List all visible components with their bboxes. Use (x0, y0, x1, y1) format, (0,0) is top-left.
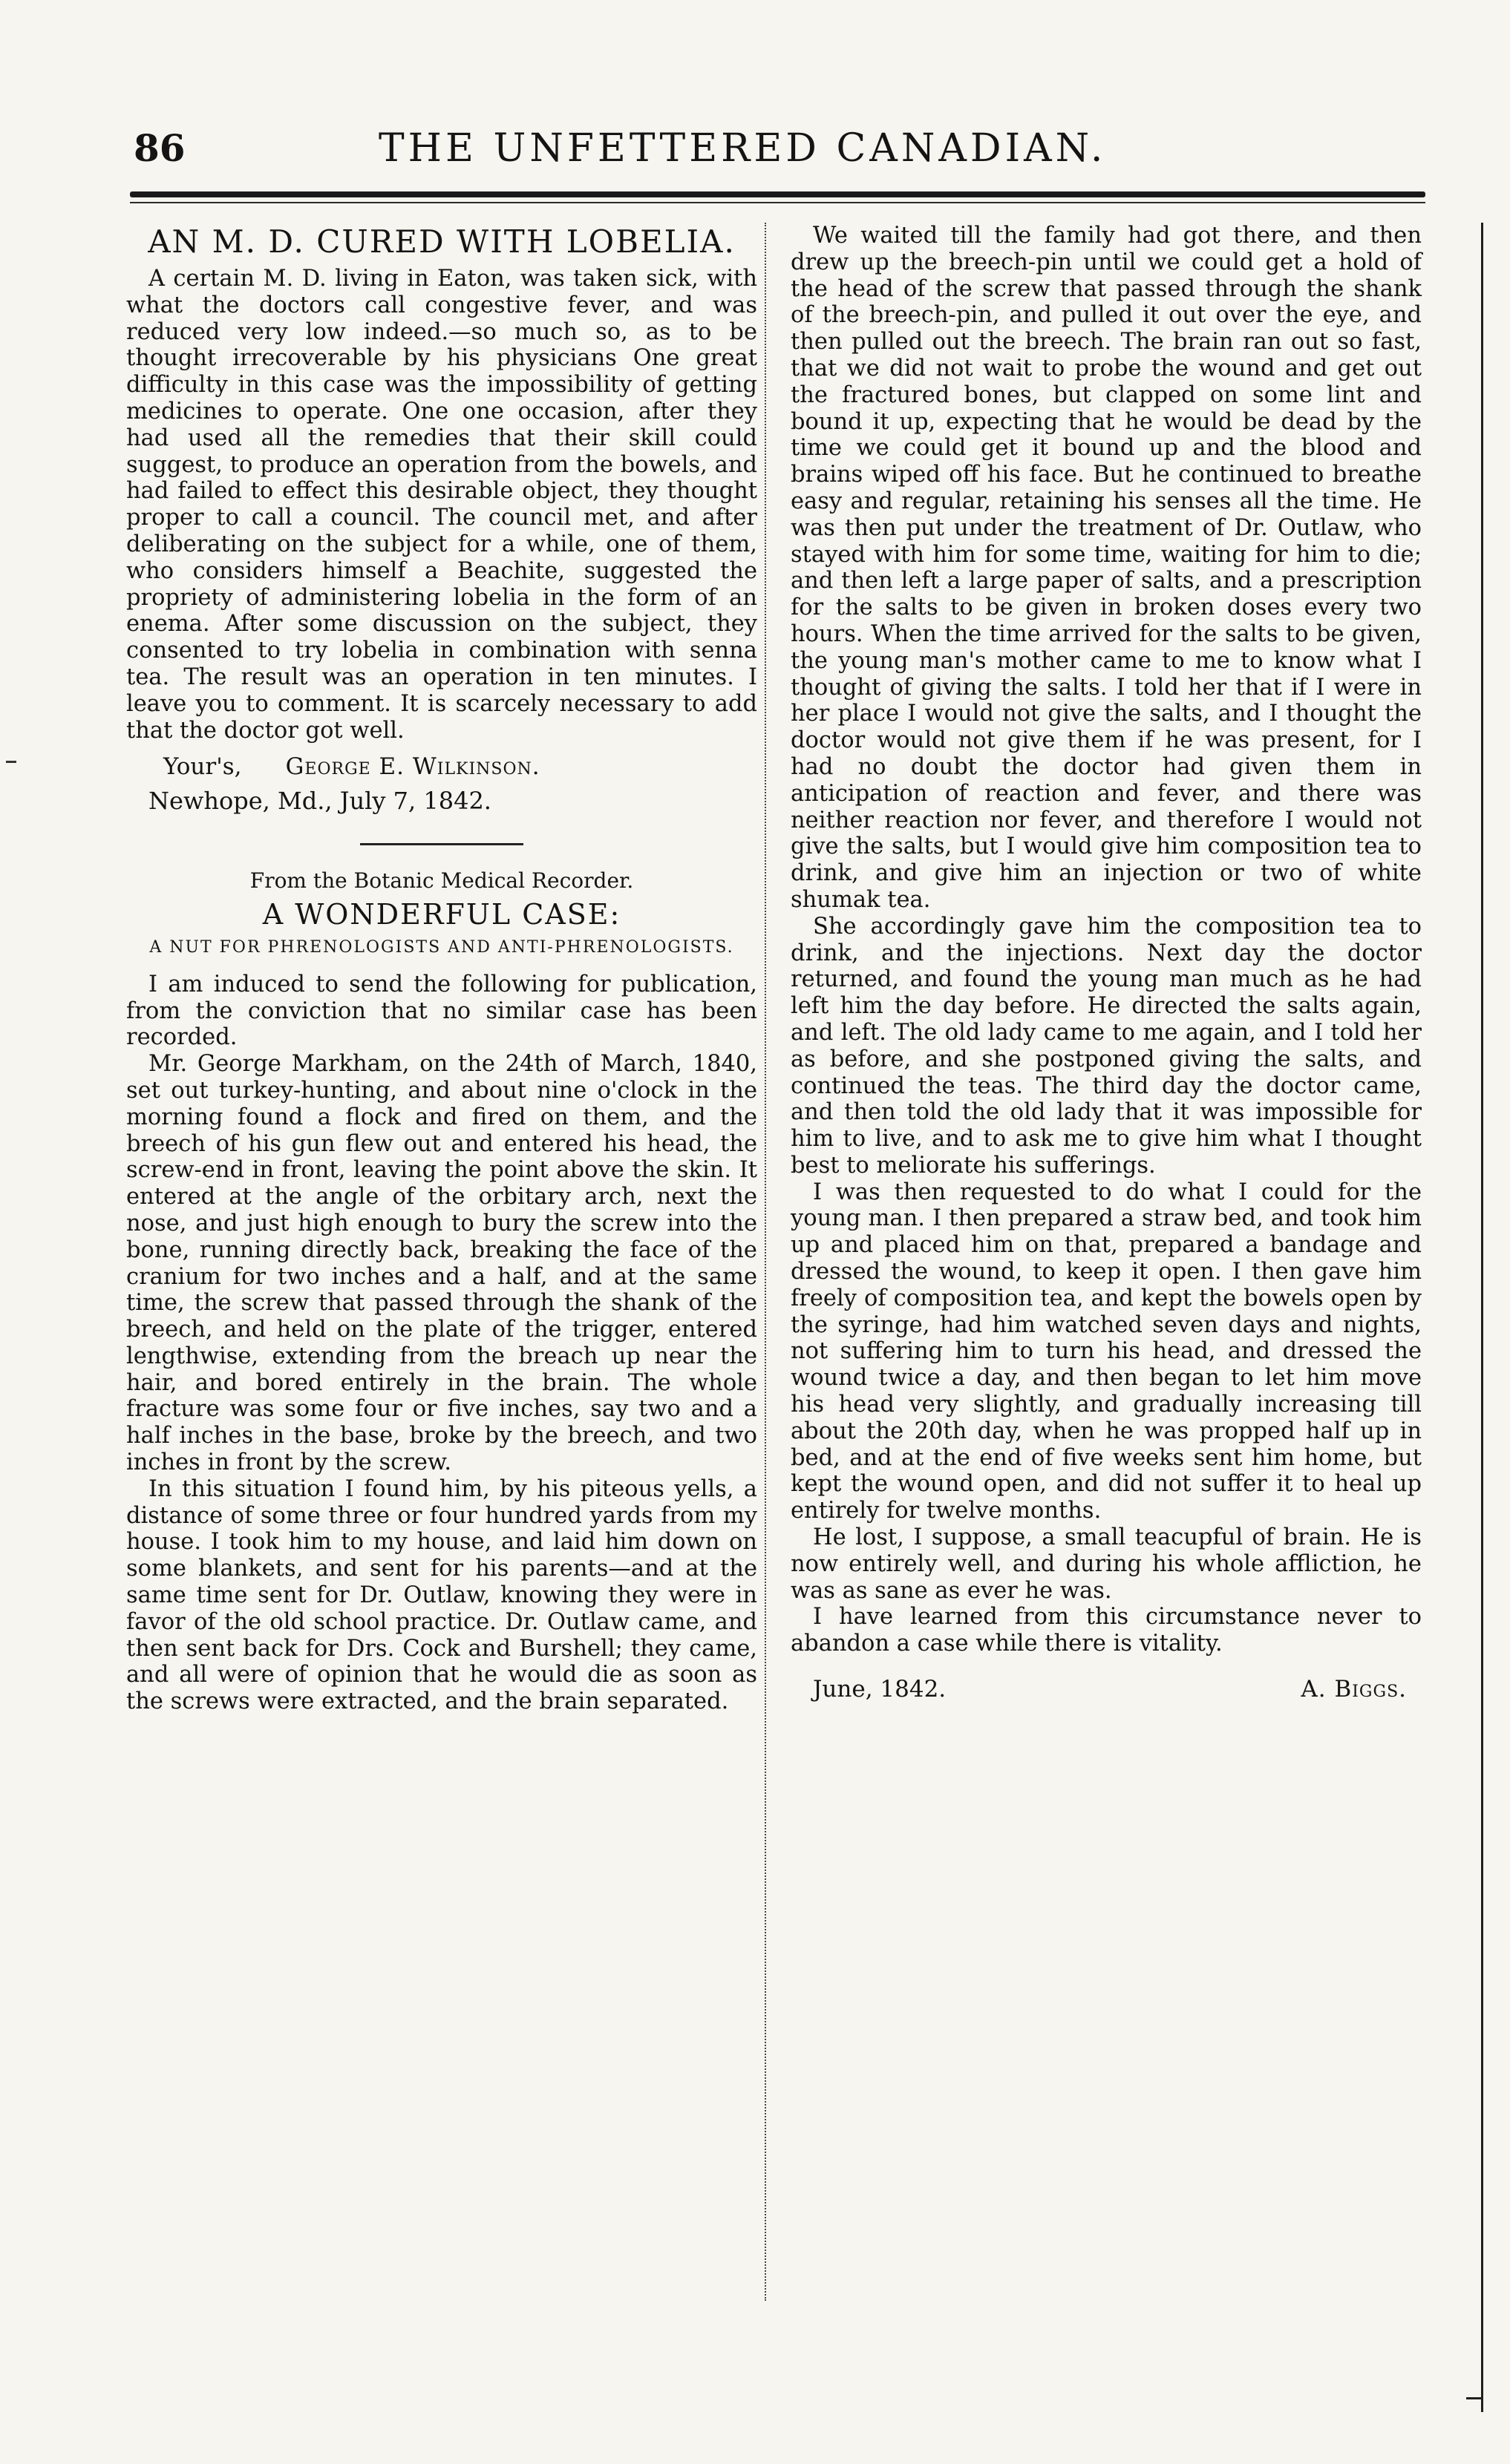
article2-paragraph: She accordingly gave him the composition tea to drink, and the injections. Next day the doctor returned, and found the young man much as he had left him the day before. He directed the salts again, and left. The old lady came to me again, and I told her as before, and she postponed giving the salts, and continued the teas. The third day the doctor came, and then told the old lady that it was impossible for him to live, and to ask me to give him what I thought best to meliorate his sufferings. (791, 913, 1422, 1179)
article1-sign-off: Your's, (163, 753, 242, 781)
article2-paragraph: I am induced to send the following for publication, from the conviction that no similar case has been recorded. (126, 971, 757, 1051)
page-edge-corner (1466, 2397, 1483, 2399)
article1-author: George E. Wilkinson. (285, 753, 540, 781)
article-separator-rule (360, 843, 523, 845)
article2-paragraph: He lost, I suppose, a small teacupful of brain. He is now entirely well, and during his whole affliction, he was as sane as ever he was. (791, 1524, 1422, 1604)
right-column (791, 223, 1422, 1706)
article1-title: AN M. D. CURED WITH LOBELIA. (148, 223, 736, 260)
article2-paragraph: I have learned from this circumstance never to abandon a case while there is vitality. (791, 1604, 1422, 1657)
article2-date: June, 1842. (813, 1676, 947, 1703)
article2-closing (791, 1677, 1422, 1706)
article1-place-date: Newhope, Md., July 7, 1842. (148, 787, 491, 816)
article2-paragraph: Mr. George Markham, on the 24th of March, 1840, set out turkey-hunting, and about nine o'clock in the morning found a flock and fired on them, and the breech of his gun flew out and entered his head, the screw-end in front, leaving the point above the skin. It entered at the angle of the orbitary arch, next the nose, and just high enough to bury the screw into the bone, running directly back, breaking the face of the cranium for two inches and a half, and at the same time, the screw that passed through the shank of the breech, and held on the plate of the trigger, entered lengthwise, extending from the breach up near the hair, and bored entirely in the brain. The whole fracture was some four or five inches, say two and a half inches in the base, broke by the breech, and two inches in front by the screw. (126, 1051, 757, 1476)
article2-paragraph: We waited till the family had got there, and then drew up the breech-pin until we could get a hold of the head of the screw that passed through the shank of the breech-pin, and pulled it out over the eye, and then pulled out the breech. The brain ran out so fast, that we did not wait to probe the wound and get out the fractured bones, but clapped on some lint and bound it up, expecting that he would be dead by the time we could get it bound up and the blood and brains wiped off his face. But he continued to breathe easy and regular, retaining his senses all the time. He was then put under the treatment of Dr. Outlaw, who stayed with him for some time, waiting for him to die; and then left a large paper of salts, and a prescription for the salts to be given in broken doses every two hours. When the time arrived for the salts to be given, the young man's mother came to me to know what I thought of giving the salts. I told her that if I were in her place I would not give the salts, and I thought the doctor would not give them if he was present, for I had no doubt the doctor had given them in anticipation of reaction and fever, and there was neither reaction nor fever, and therefore I would not give the salts, but I would give him composition tea to drink, and give him an injection or two of white shumak tea. (791, 223, 1422, 913)
page-edge-line (1481, 223, 1483, 2412)
margin-mark (6, 761, 16, 763)
page-header (134, 126, 1418, 186)
header-rule (130, 191, 1425, 197)
column-divider (765, 223, 766, 2301)
article2-paragraph: I was then requested to do what I could for the young man. I then prepared a straw bed, and took him up and placed him on that, prepared a bandage and dressed the wound, to keep it open. I then gave him freely of composition tea, and kept the bowels open by the syringe, had him watched seven days and nights, not suffering him to turn his head, and dressed the wound twice a day, and then began to let him move his head very slightly, and gradually increasing till about the 20th day, when he was propped half up in bed, and at the end of five weeks sent him home, but kept the wound open, and did not suffer it to heal up entirely for twelve months. (791, 1179, 1422, 1524)
article1-signature (163, 754, 757, 781)
page-number: 86 (134, 126, 186, 170)
left-column (126, 223, 757, 1715)
article2-title: A WONDERFUL CASE: (262, 897, 621, 931)
article2-paragraph: In this situation I found him, by his piteous yells, a distance of some three or four hundred yards from my house. I took him to my house, and laid him down on some blankets, and sent for his parents—and at the same time sent for Dr. Outlaw, knowing they were in favor of the old school practice. Dr. Outlaw came, and then sent back for Drs. Cock and Burshell; they came, and all were of opinion that he would die as soon as the screws were extracted, and the brain separated. (126, 1475, 757, 1715)
article2-subtitle: A NUT FOR PHRENOLOGISTS AND ANTI-PHRENOLOGISTS. (149, 937, 734, 957)
article1-body: A certain M. D. living in Eaton, was taken sick, with what the doctors call congestive fever, and was reduced very low indeed.—so much so, as to be thought irrecoverable by his physicians One great difficulty in this case was the impossibility of getting medicines to operate. One one occasion, after they had used all the remedies that their skill could suggest, to produce an operation from the bowels, and had failed to effect this desirable object, they thought proper to call a council. The council met, and after deliberating on the subject for a while, one of them, who considers himself a Beachite, suggested the propriety of administering lobelia in the form of an enema. After some discussion on the subject, they consented to try lobelia in combination with senna tea. The result was an operation in ten minutes. I leave you to comment. It is scarcely necessary to add that the doctor got well. (126, 266, 757, 744)
running-title: THE UNFETTERED CANADIAN. (379, 126, 1107, 171)
article2-author: A. Biggs. (1301, 1676, 1407, 1703)
article2-source: From the Botanic Medical Recorder. (249, 868, 634, 893)
header-rule-thin (130, 202, 1425, 203)
